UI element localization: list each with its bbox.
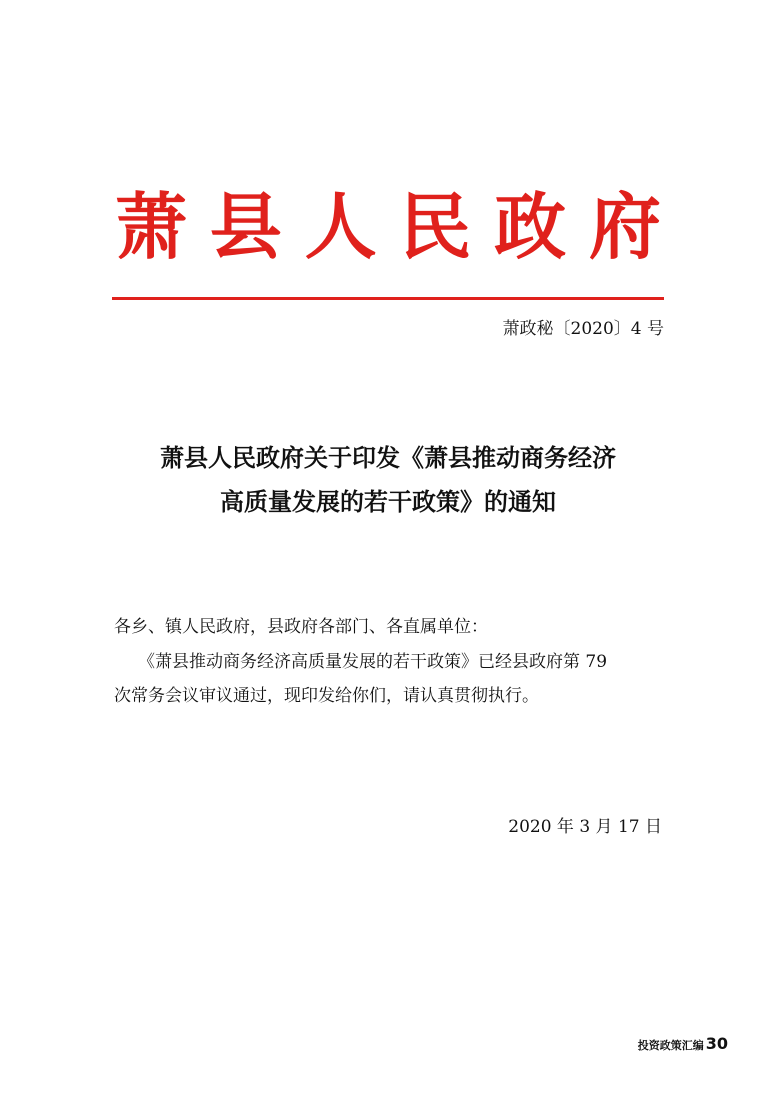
- masthead-char-6: 府: [588, 184, 661, 269]
- masthead-char-4: 民: [399, 184, 472, 269]
- masthead-char-5: 政: [494, 184, 567, 269]
- masthead-char-3: 人: [304, 184, 377, 269]
- masthead-red-header: [112, 182, 664, 272]
- body-paragraph: [114, 645, 666, 713]
- body-line-1: 《萧县推动商务经济高质量发展的若干政策》已经县政府第 79: [138, 652, 608, 672]
- document-title: [112, 436, 664, 524]
- salutation: 各乡、镇人民政府，县政府各部门、各直属单位：: [114, 617, 488, 637]
- masthead-char-1: 萧: [114, 184, 187, 269]
- red-divider-line: [112, 297, 664, 300]
- page-footer: [638, 1036, 728, 1054]
- body-line-2: 次常务会议审议通过，现印发给你们，请认真贯彻执行。: [114, 686, 539, 706]
- masthead-char-2: 县: [209, 184, 282, 269]
- title-line-2: 高质量发展的若干政策》的通知: [220, 487, 556, 516]
- document-number: 萧政秘〔2020〕4 号: [502, 319, 664, 339]
- page-number: 30: [705, 1034, 728, 1053]
- issue-date: 2020 年 3 月 17 日: [508, 817, 662, 837]
- footer-label: 投资政策汇编: [637, 1039, 704, 1052]
- title-line-1: 萧县人民政府关于印发《萧县推动商务经济: [160, 443, 616, 472]
